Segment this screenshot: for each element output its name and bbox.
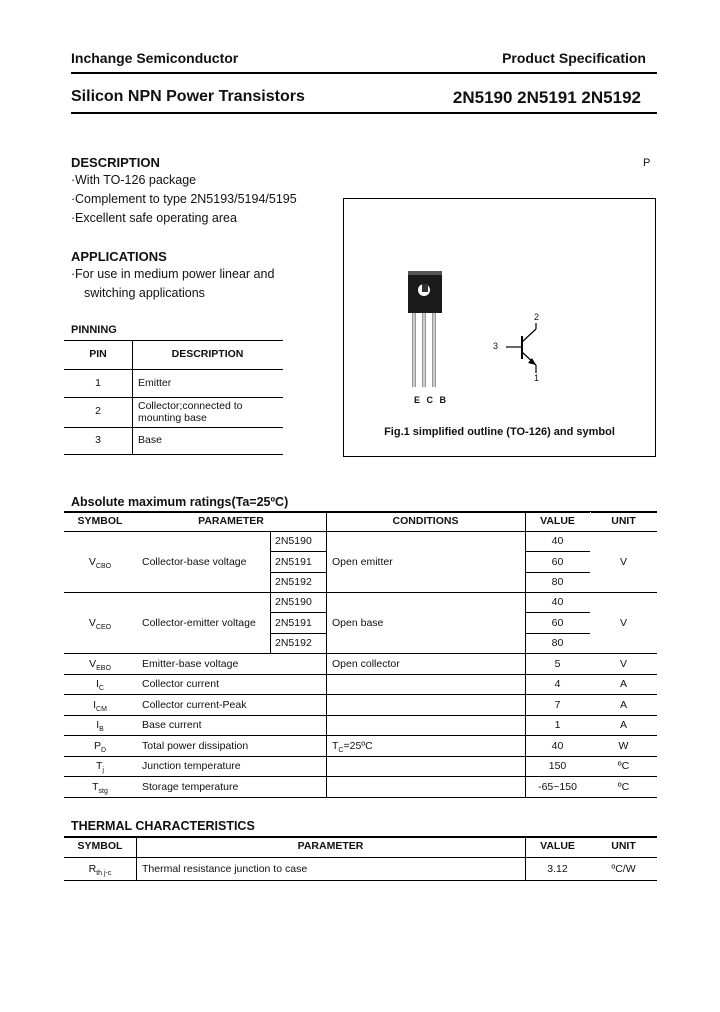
param-icm: Collector current-Peak [142, 699, 247, 711]
symbol-vcbo: $V_{CBO}$ [88, 556, 112, 571]
thermal-col-symbol: SYMBOL [77, 840, 123, 852]
description-item: ·With TO-126 package [71, 173, 197, 187]
title-rule [71, 112, 657, 114]
pin-number: 3 [95, 434, 101, 446]
thermal-col-unit: UNIT [611, 840, 636, 852]
cond-vebo: Open collector [332, 658, 400, 670]
symbol-pin-label: 3 [493, 341, 499, 351]
param-tj: Junction temperature [142, 760, 241, 772]
corner-mark: P [643, 157, 651, 169]
part-variant: 2N5190 [275, 596, 312, 608]
product-line: Silicon NPN Power Transistors [71, 88, 305, 105]
pinning-heading: PINNING [71, 324, 117, 336]
company-name: Inchange Semiconductor [71, 50, 239, 66]
pinning-col-pin: PIN [89, 348, 107, 360]
cond-pd: $T_C=25ºC$ [332, 740, 373, 755]
unit-vcbo: V [619, 556, 627, 568]
param-vceo: Collector-emitter voltage [142, 617, 256, 629]
unit-cell: A [619, 678, 627, 690]
symbol-ic: $I_C$ [96, 678, 104, 693]
value-cell: 60 [551, 617, 564, 629]
symbol-pd: $P_D$ [93, 740, 107, 755]
value-cell: 7 [554, 699, 561, 711]
unit-vceo: V [619, 617, 627, 629]
applications-heading: APPLICATIONS [71, 249, 167, 264]
param-pd: Total power dissipation [142, 740, 249, 752]
unit-cell: ºC/W [611, 863, 636, 875]
pin-number: 1 [95, 377, 101, 389]
value-cell: 60 [551, 556, 564, 568]
part-variant: 2N5191 [275, 556, 312, 568]
value-cell: 40 [551, 535, 564, 547]
package-pin-labels: E C B [414, 395, 449, 405]
param-vcbo: Collector-base voltage [142, 556, 247, 568]
symbol-pin-label: 1 [534, 373, 540, 383]
value-cell: 4 [554, 678, 561, 690]
param-ib: Base current [142, 719, 202, 731]
pin-desc: Collector;connected to [138, 400, 243, 412]
ratings-col-value: VALUE [540, 515, 575, 527]
unit-cell: A [619, 699, 627, 711]
param-ic: Collector current [142, 678, 220, 690]
part-variant: 2N5192 [275, 576, 312, 588]
param-tstg: Storage temperature [142, 781, 239, 793]
to126-package-drawing [344, 199, 655, 456]
value-cell: 5 [554, 658, 561, 670]
pin-desc: Base [138, 434, 162, 446]
value-cell: 1 [554, 719, 561, 731]
symbol-pin-label: 2 [534, 312, 540, 322]
symbol-tj: $T_j$ [96, 760, 104, 775]
pin-number: 2 [95, 405, 101, 417]
ratings-col-symbol: SYMBOL [77, 515, 123, 527]
unit-cell: A [619, 719, 627, 731]
unit-cell: ºC [617, 760, 630, 772]
ratings-col-parameter: PARAMETER [198, 515, 264, 527]
unit-cell: W [618, 740, 629, 752]
thermal-heading: THERMAL CHARACTERISTICS [71, 819, 255, 833]
value-cell: 80 [551, 637, 564, 649]
part-variant: 2N5192 [275, 637, 312, 649]
param-rth: Thermal resistance junction to case [142, 863, 308, 875]
cond-vceo: Open base [332, 617, 384, 629]
value-cell: 80 [551, 576, 564, 588]
applications-item: ·For use in medium power linear and [71, 267, 275, 281]
value-cell: -65~150 [538, 781, 577, 793]
doc-type: Product Specification [502, 50, 646, 66]
symbol-rth: $R_{th j-c}$ [88, 863, 112, 878]
part-variant: 2N5190 [275, 535, 312, 547]
part-variant: 2N5191 [275, 617, 312, 629]
thermal-col-parameter: PARAMETER [297, 840, 364, 852]
ratings-heading: Absolute maximum ratings(Ta=25ºC) [71, 495, 289, 509]
symbol-tstg: $T_{stg}$ [92, 781, 108, 796]
description-item: ·Excellent safe operating area [71, 211, 237, 225]
value-cell: 40 [551, 596, 564, 608]
thermal-col-value: VALUE [540, 840, 575, 852]
ratings-col-unit: UNIT [611, 515, 636, 527]
pin-desc: Emitter [138, 377, 172, 389]
value-cell: 40 [551, 740, 564, 752]
symbol-icm: $I_{CM}$ [93, 699, 107, 714]
part-numbers: 2N5190 2N5191 2N5192 [452, 88, 641, 107]
symbol-ib: $I_B$ [96, 719, 104, 734]
header-rule [71, 72, 657, 74]
value-cell: 3.12 [547, 863, 568, 875]
description-item: ·Complement to type 2N5193/5194/5195 [71, 192, 297, 206]
ratings-col-conditions: CONDITIONS [392, 515, 459, 527]
unit-cell: ºC [617, 781, 630, 793]
figure-box [343, 198, 656, 457]
unit-cell: V [619, 658, 627, 670]
symbol-vceo: $V_{CEO}$ [88, 617, 112, 632]
value-cell: 150 [548, 760, 567, 772]
pin-desc-cont: mounting base [138, 412, 207, 424]
pinning-col-desc: DESCRIPTION [171, 348, 244, 360]
symbol-vebo: $V_{EBO}$ [89, 658, 111, 673]
cond-vcbo: Open emitter [332, 556, 393, 568]
param-vebo: Emitter-base voltage [142, 658, 239, 670]
applications-item-cont: switching applications [84, 286, 205, 300]
description-heading: DESCRIPTION [71, 155, 160, 170]
figure-caption: Fig.1 simplified outline (TO-126) and symbol [384, 426, 615, 438]
